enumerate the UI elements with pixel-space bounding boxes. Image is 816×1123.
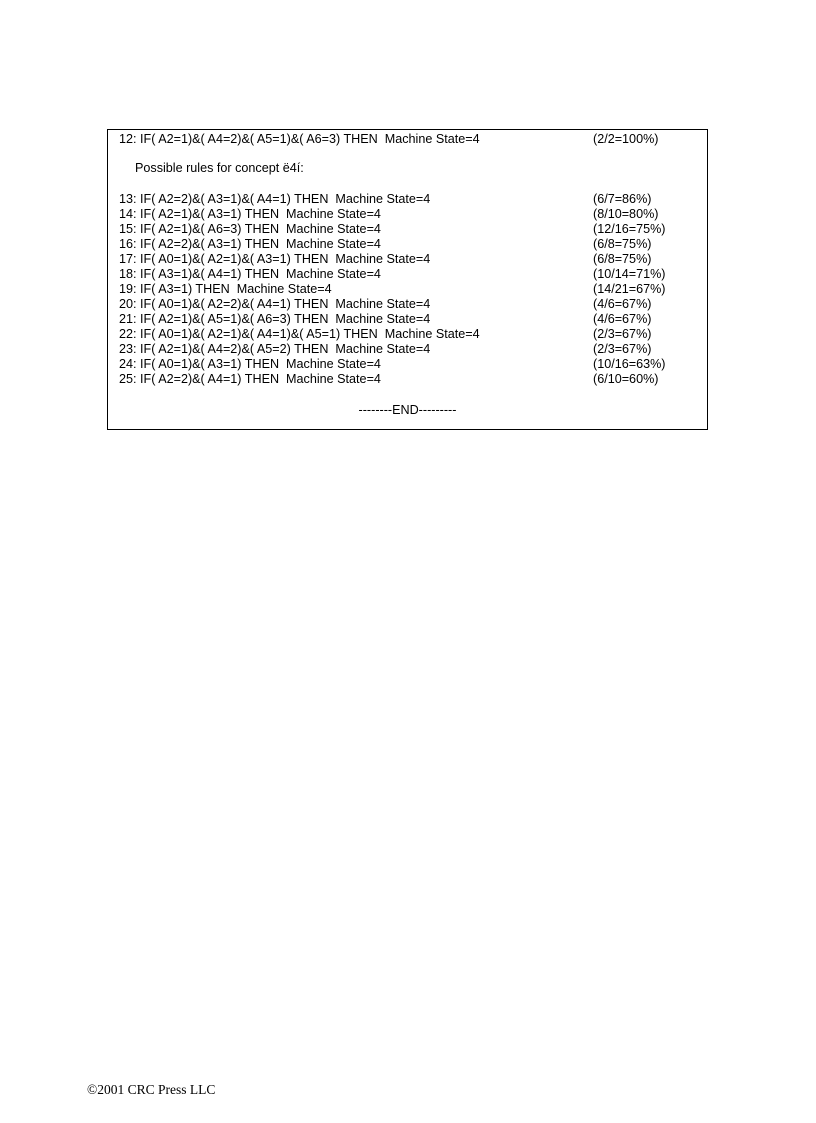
- rule-stat: (14/21=67%): [593, 282, 666, 296]
- rule-text: 22: IF( A0=1)&( A2=1)&( A4=1)&( A5=1) THEN Machine State=4: [119, 327, 480, 341]
- rule-text: 16: IF( A2=2)&( A3=1) THEN Machine State=4: [119, 237, 381, 251]
- rule-row: [119, 342, 699, 357]
- rule-row: [119, 252, 699, 267]
- rule-text: 19: IF( A3=1) THEN Machine State=4: [119, 282, 332, 296]
- rule-stat: (4/6=67%): [593, 312, 652, 326]
- rule-text: 18: IF( A3=1)&( A4=1) THEN Machine State=4: [119, 267, 381, 281]
- rule-stat: (10/16=63%): [593, 357, 666, 371]
- rule-row: [119, 312, 699, 327]
- rule-row: [119, 372, 699, 387]
- rule-stat: (2/3=67%): [593, 327, 652, 341]
- rule-text: 15: IF( A2=1)&( A6=3) THEN Machine State=4: [119, 222, 381, 236]
- rule-row: [119, 327, 699, 342]
- rules-heading: Possible rules for concept ë4í:: [135, 161, 304, 175]
- rule-row: [119, 237, 699, 252]
- rules-output-box: [107, 129, 708, 430]
- rule-text: 20: IF( A0=1)&( A2=2)&( A4=1) THEN Machine State=4: [119, 297, 431, 311]
- rule-stat: (2/3=67%): [593, 342, 652, 356]
- rule-row: [119, 282, 699, 297]
- rule-row: [119, 192, 699, 207]
- rule-stat: (6/8=75%): [593, 252, 652, 266]
- rule-row: [119, 297, 699, 312]
- rule-row: [119, 222, 699, 237]
- end-marker: --------END---------: [358, 403, 457, 417]
- rule-stat: (2/2=100%): [593, 132, 659, 146]
- rule-text: 23: IF( A2=1)&( A4=2)&( A5=2) THEN Machine State=4: [119, 342, 431, 356]
- rule-stat: (6/8=75%): [593, 237, 652, 251]
- rule-stat: (8/10=80%): [593, 207, 659, 221]
- rule-text: 12: IF( A2=1)&( A4=2)&( A5=1)&( A6=3) THEN Machine State=4: [119, 132, 480, 146]
- rule-stat: (12/16=75%): [593, 222, 666, 236]
- rule-text: 21: IF( A2=1)&( A5=1)&( A6=3) THEN Machine State=4: [119, 312, 431, 326]
- rule-text: 25: IF( A2=2)&( A4=1) THEN Machine State=4: [119, 372, 381, 386]
- rule-stat: (4/6=67%): [593, 297, 652, 311]
- rule-stat: (6/10=60%): [593, 372, 659, 386]
- rule-row: [119, 207, 699, 222]
- rule-row: [119, 357, 699, 372]
- rule-text: 24: IF( A0=1)&( A3=1) THEN Machine State=4: [119, 357, 381, 371]
- rule-text: 13: IF( A2=2)&( A3=1)&( A4=1) THEN Machine State=4: [119, 192, 431, 206]
- top-rule-row: [119, 132, 699, 147]
- rule-stat: (10/14=71%): [593, 267, 666, 281]
- rule-text: 17: IF( A0=1)&( A2=1)&( A3=1) THEN Machine State=4: [119, 252, 431, 266]
- copyright-footer: ©2001 CRC Press LLC: [87, 1082, 216, 1097]
- rule-stat: (6/7=86%): [593, 192, 652, 206]
- rule-text: 14: IF( A2=1)&( A3=1) THEN Machine State=4: [119, 207, 381, 221]
- rule-row: [119, 267, 699, 282]
